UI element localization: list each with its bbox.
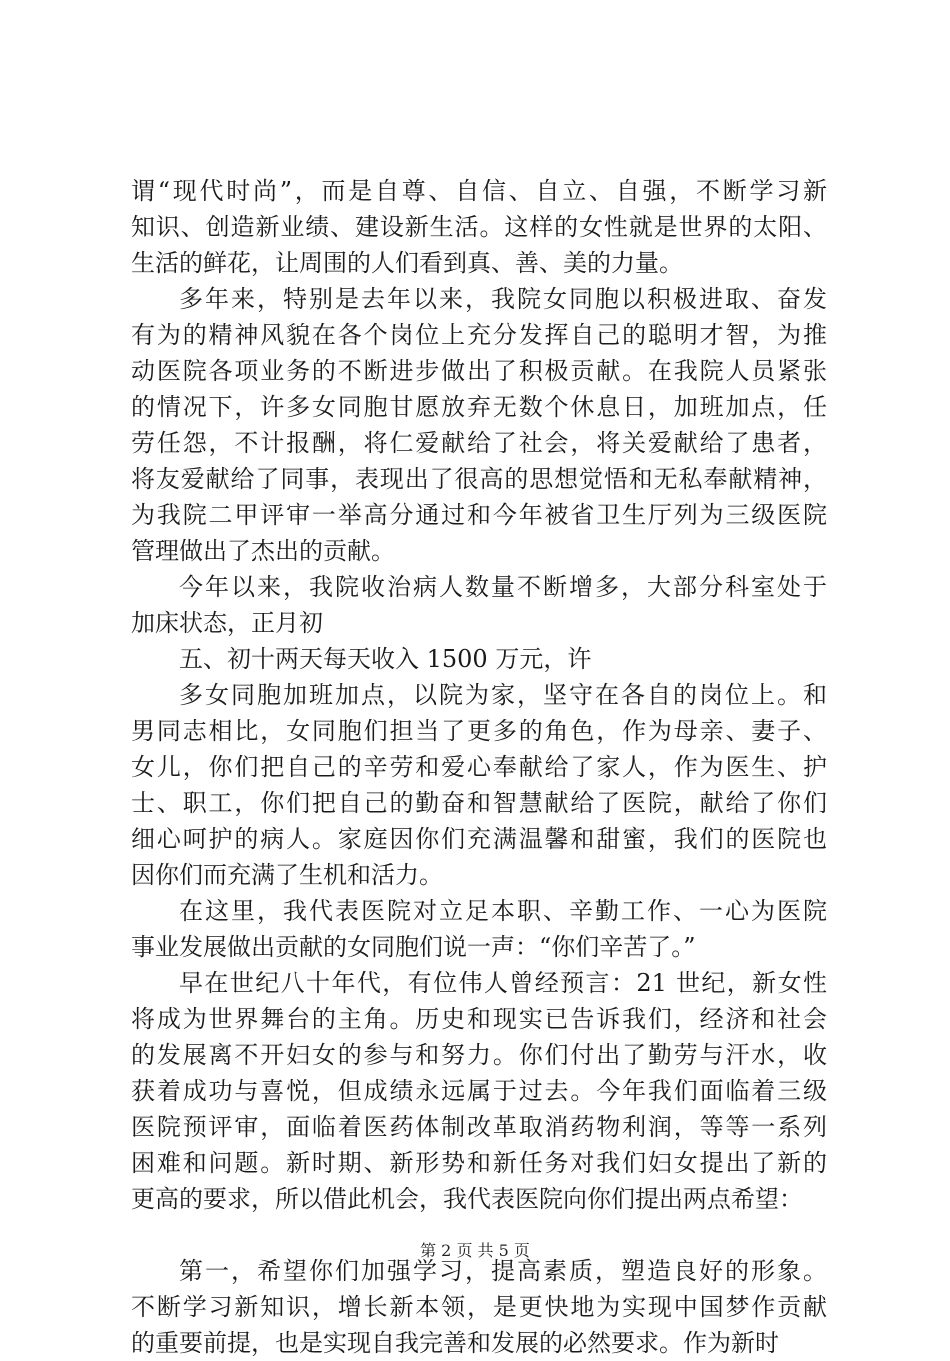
text-line: 因你们而充满了生机和活力。 — [131, 861, 443, 889]
paragraph-p3 — [131, 569, 827, 641]
text-line: 事业发展做出贡献的女同胞们说一声：“你们辛苦了。” — [131, 933, 696, 961]
text-line: 多年来，特别是去年以来，我院女同胞以积极进取、奋发 — [179, 285, 827, 313]
text-line: 劳任怨，不计报酬，将仁爱献给了社会，将关爱献给了患者， — [131, 429, 827, 457]
paragraph-p2 — [131, 281, 827, 569]
text-line: 困难和问题。新时期、新形势和新任务对我们妇女提出了新的 — [131, 1149, 827, 1177]
text-line: 管理做出了杰出的贡献。 — [131, 537, 395, 565]
text-line: 获着成功与喜悦，但成绩永远属于过去。今年我们面临着三级 — [131, 1077, 827, 1105]
text-line: 更高的要求，所以借此机会，我代表医院向你们提出两点希望： — [131, 1185, 803, 1213]
text-line: 五、初十两天每天收入 1500 万元，许 — [179, 645, 592, 673]
text-line: 将成为世界舞台的主角。历史和现实已告诉我们，经济和社会 — [131, 1005, 827, 1033]
paragraph-p4 — [131, 641, 827, 677]
text-line: 医院预评审，面临着医药体制改革取消药物利润，等等一系列 — [131, 1113, 827, 1141]
text-line: 加床状态，正月初 — [131, 609, 323, 637]
page-number-footer: 第 2 页 共 5 页 — [420, 1241, 530, 1260]
paragraph-p5 — [131, 677, 827, 893]
text-line: 知识、创造新业绩、建设新生活。这样的女性就是世界的太阳、 — [131, 213, 827, 241]
text-line: 生活的鲜花，让周围的人们看到真、善、美的力量。 — [131, 249, 683, 277]
text-line: 为我院二甲评审一举高分通过和今年被省卫生厅列为三级医院 — [131, 501, 827, 529]
text-line: 第一，希望你们加强学习，提高素质，塑造良好的形象。 — [179, 1257, 827, 1285]
paragraph-p7 — [131, 965, 827, 1217]
text-line: 在这里，我代表医院对立足本职、辛勤工作、一心为医院 — [179, 897, 827, 925]
paragraph-p8 — [131, 1253, 827, 1361]
text-line: 有为的精神风貌在各个岗位上充分发挥自己的聪明才智，为推 — [131, 321, 827, 349]
paragraph-p6 — [131, 893, 827, 965]
text-line: 细心呵护的病人。家庭因你们充满温馨和甜蜜，我们的医院也 — [131, 825, 827, 853]
text-line: 将友爱献给了同事，表现出了很高的思想觉悟和无私奉献精神， — [131, 465, 827, 493]
text-line: 女儿，你们把自己的辛劳和爱心奉献给了家人，作为医生、护 — [131, 753, 827, 781]
text-line: 的重要前提，也是实现自我完善和发展的必然要求。作为新时 — [131, 1329, 779, 1357]
paragraph-p1 — [131, 173, 827, 281]
text-line: 多女同胞加班加点，以院为家，坚守在各自的岗位上。和 — [179, 681, 827, 709]
text-line: 士、职工，你们把自己的勤奋和智慧献给了医院，献给了你们 — [131, 789, 827, 817]
text-line: 今年以来，我院收治病人数量不断增多，大部分科室处于 — [179, 573, 827, 601]
text-line: 男同志相比，女同胞们担当了更多的角色，作为母亲、妻子、 — [131, 717, 827, 745]
document-body — [131, 173, 827, 1361]
text-line: 早在世纪八十年代，有位伟人曾经预言：21 世纪，新女性 — [179, 969, 827, 997]
text-line: 的发展离不开妇女的参与和努力。你们付出了勤劳与汗水，收 — [131, 1041, 827, 1069]
text-line: 的情况下，许多女同胞甘愿放弃无数个休息日，加班加点，任 — [131, 393, 827, 421]
text-line: 不断学习新知识，增长新本领，是更快地为实现中国梦作贡献 — [131, 1293, 827, 1321]
text-line: 谓“现代时尚”，而是自尊、自信、自立、自强，不断学习新 — [131, 177, 827, 205]
text-line: 动医院各项业务的不断进步做出了积极贡献。在我院人员紧张 — [131, 357, 827, 385]
